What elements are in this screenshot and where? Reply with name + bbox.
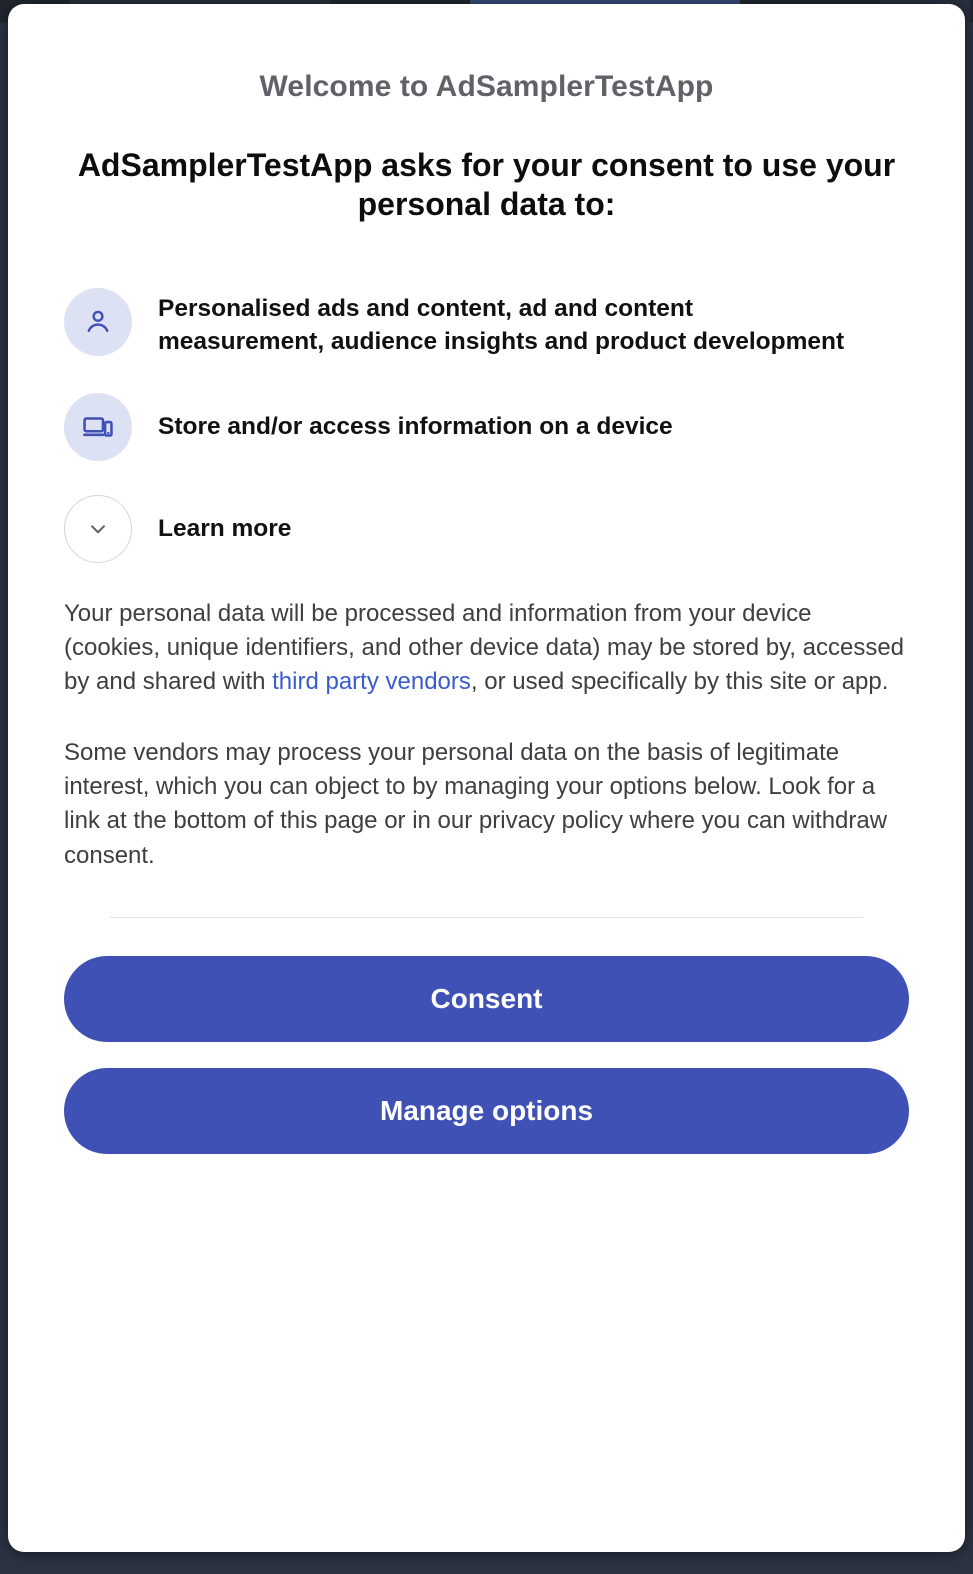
consent-dialog [8, 4, 965, 1552]
privacy-paragraph-2: Some vendors may process your personal data on the basis of legitimate interest, which you can object to by managing your options below. Look for a link at the bottom of this page or in our privacy policy where you can withdraw consent. [64, 738, 888, 869]
dialog-actions [64, 956, 909, 1154]
purpose-item-label: Personalised ads and content, ad and content measurement, audience insights and product development [158, 295, 845, 356]
devices-icon [64, 393, 132, 461]
welcome-title: Welcome to AdSamplerTestApp [259, 70, 714, 103]
privacy-paragraph-1-part2: , or used specifically by this site or app. [470, 668, 889, 696]
consent-heading: AdSamplerTestApp asks for your consent to use your personal data to: [77, 147, 896, 223]
purpose-item-personalised-ads [64, 288, 909, 359]
manage-options-button[interactable]: Manage options [64, 1068, 909, 1154]
third-party-vendors-link[interactable]: third party vendors [272, 668, 471, 696]
privacy-paragraph-1 [64, 597, 909, 700]
person-icon [64, 288, 132, 356]
purpose-list [64, 288, 909, 563]
consent-button[interactable]: Consent [64, 956, 909, 1042]
chevron-down-icon[interactable] [64, 495, 132, 563]
divider [110, 917, 863, 918]
learn-more-label[interactable]: Learn more [158, 514, 292, 542]
privacy-paragraph-1-part1: Your personal data will be processed and information from your device (cookies, unique identifiers, and other device data) may be stored by, accessed by and shared with [64, 599, 905, 696]
purpose-item-store-access [64, 393, 909, 461]
purpose-item-label: Store and/or access information on a device [158, 413, 673, 441]
learn-more-toggle[interactable] [64, 495, 909, 563]
